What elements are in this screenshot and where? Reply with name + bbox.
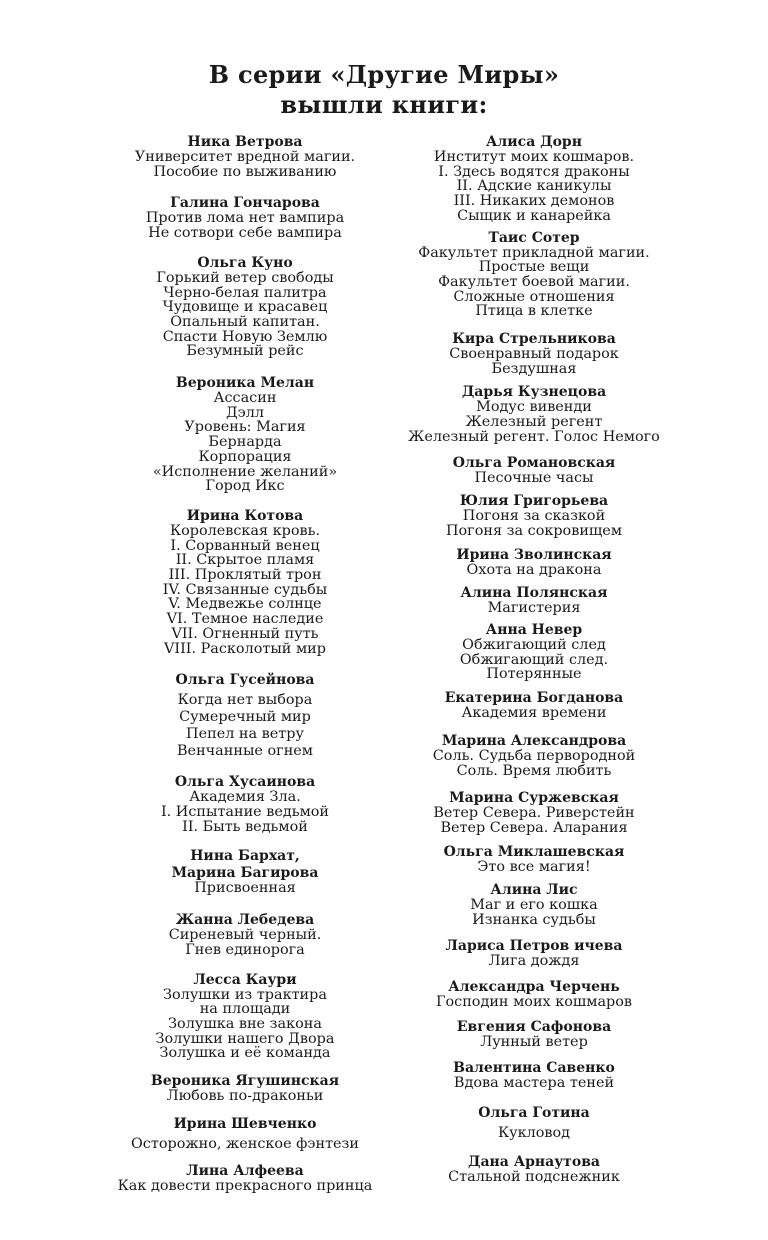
book-title: Лунный ветер [480, 1034, 588, 1051]
author-name: Валентина Савенко [453, 1059, 615, 1076]
book-title: Соль. Судьба первородной [432, 747, 636, 764]
book-title: Институт моих кошмаров. [433, 149, 635, 165]
book-title: III. Проклятый трон [168, 567, 322, 584]
book-title: Золушки нашего Двора [155, 1030, 335, 1047]
author-name: Анна Невер [485, 622, 583, 639]
book-title: Бездушная [491, 360, 577, 377]
author-name: Вероника Ягушинская [150, 1073, 340, 1090]
book-entry [364, 382, 704, 444]
book-entry [364, 936, 704, 969]
author-name: Ирина Котова [186, 507, 304, 524]
author-name: Таис Сотер [488, 229, 580, 246]
book-title: Осторожно, женское фэнтези [131, 1135, 359, 1152]
book-title: Пепел на ветру [186, 726, 304, 743]
book-title: Дэлл [225, 404, 265, 421]
book-title: Обжигающий след. [459, 651, 609, 668]
book-entry [364, 1152, 704, 1185]
book-title: Сиреневый черный. [168, 927, 322, 944]
book-title: Лига дождя [488, 952, 580, 969]
author-name: Марина Багирова [171, 865, 319, 882]
author-name: Ирина Зволинская [456, 546, 612, 563]
book-entry [364, 1103, 704, 1142]
book-title: VII. Огненный путь [171, 625, 319, 642]
book-title: Сложные отношения [453, 288, 615, 305]
book-entry [364, 228, 704, 320]
author-name: Ирина Шевченко [173, 1115, 317, 1132]
book-title: V. Медвежье солнце [168, 596, 322, 613]
author-name: Лесса Каури [193, 971, 297, 988]
author-name: Алина Лис [490, 882, 578, 899]
author-name: Лина Алфеева [186, 1162, 304, 1179]
book-title: Факультет прикладной магии. [418, 244, 650, 261]
book-title: Присвоенная [194, 880, 296, 897]
book-title: Спасти Новую Землю [162, 328, 328, 345]
author-name: Евгения Сафонова [456, 1019, 612, 1036]
book-title: Безумный рейс [186, 343, 304, 360]
book-title: Своенравный подарок [449, 346, 619, 363]
book-entry [364, 1017, 704, 1050]
book-title: Простые вещи [478, 259, 590, 276]
book-title: Модус вивенди [476, 399, 592, 416]
book-entry [364, 329, 704, 376]
book-title: Ветер Севера. Аларания [440, 819, 628, 836]
book-title: Бернарда [208, 434, 282, 451]
book-title: Академия Зла. [189, 789, 301, 806]
book-title: I. Сорванный венец [170, 537, 320, 554]
book-title: Это все магия! [477, 858, 591, 875]
book-title: VI. Темное наследие [166, 611, 324, 628]
book-title: Корпорация [198, 448, 292, 465]
book-title: Кукловод [497, 1124, 571, 1141]
author-name: Дарья Кузнецова [461, 384, 607, 401]
book-title: на площади [199, 1001, 291, 1018]
book-title: Погоня за сказкой [462, 508, 606, 525]
book-title: Когда нет выбора [177, 692, 313, 709]
page-title [0, 60, 768, 120]
book-title: Королевская кровь. [169, 522, 321, 539]
book-title: Магистерия [487, 600, 581, 617]
book-title: VIII. Расколотый мир [164, 640, 326, 657]
book-title: Золушка вне закона [168, 1015, 322, 1032]
book-entry [364, 583, 704, 616]
book-entry [364, 842, 704, 875]
book-title: Изнанка судьбы [472, 912, 596, 929]
page-title-line-2: вышли книги: [280, 90, 488, 119]
book-title: Маг и его кошка [470, 897, 598, 914]
book-title: Университет вредной магии. [134, 149, 356, 165]
book-title: Сыщик и канарейка [457, 207, 611, 224]
book-title: Железный регент [465, 414, 603, 431]
author-name: Ника Ветрова [187, 134, 303, 150]
book-title: Вдова мастера теней [453, 1074, 615, 1091]
book-title: Погоня за сокровищем [445, 522, 623, 539]
book-title: Факультет боевой магии. [438, 273, 630, 290]
author-name: Марина Александрова [441, 732, 627, 749]
book-title: Соль. Время любить [456, 762, 612, 779]
book-title: Любовь по-драконьи [166, 1088, 324, 1105]
author-name: Екатерина Богданова [444, 690, 624, 707]
author-name: Жанна Лебедева [175, 912, 315, 929]
book-entry [364, 545, 704, 578]
book-title: III. Никаких демонов [453, 193, 615, 210]
book-title: Ветер Севера. Риверстейн [433, 805, 635, 822]
author-name: Ольга Романовская [452, 454, 616, 471]
author-name: Лариса Петров ичева [445, 937, 623, 954]
book-title: «Исполнение желаний» [152, 463, 338, 480]
book-title: Сумеречный мир [179, 709, 311, 726]
book-title: Господин моих кошмаров [435, 993, 633, 1010]
right-book-column [364, 132, 704, 1184]
book-entry [364, 731, 704, 778]
book-title: Пособие по выживанию [153, 163, 337, 180]
book-entry [364, 688, 704, 721]
book-title: II. Скрытое пламя [175, 552, 315, 569]
book-title: Не сотвори себе вампира [148, 225, 342, 242]
book-entry [364, 880, 704, 927]
author-name: Кира Стрельникова [452, 331, 616, 348]
book-title: Птица в клетке [475, 303, 593, 320]
book-title: Стальной подснежник [448, 1168, 620, 1185]
author-name: Ольга Куно [197, 254, 293, 271]
book-title: I. Испытание ведьмой [160, 803, 330, 820]
author-name: Алиса Дорн [486, 134, 582, 150]
book-title: Венчанные огнем [176, 743, 313, 760]
book-entry [364, 132, 704, 224]
book-title: Золушки из трактира [163, 986, 327, 1003]
author-name: Ольга Гусейнова [175, 672, 315, 689]
book-entry [364, 491, 704, 538]
author-name: Нина Бархат, [190, 848, 300, 865]
book-title: Против лома нет вампира [145, 210, 345, 227]
book-title: Опальный капитан. [170, 313, 320, 330]
book-title: Обжигающий след [462, 637, 606, 654]
book-title: Ассасин [213, 390, 277, 407]
book-entry [364, 620, 704, 682]
author-name: Галина Гончарова [170, 195, 320, 212]
author-name: Вероника Мелан [175, 375, 315, 392]
book-entry [364, 453, 704, 486]
book-title: Песочные часы [474, 469, 594, 486]
book-title: Как довести прекрасного принца [117, 1177, 373, 1194]
book-title: Железный регент. Голос Немого [408, 428, 660, 445]
author-name: Дана Арнаутова [468, 1153, 600, 1170]
book-entry [364, 977, 704, 1010]
book-title: Чудовище и красавец [162, 299, 328, 316]
book-title: Черно-белая палитра [163, 284, 327, 301]
book-title: Гнев единорога [185, 941, 305, 958]
book-title: Город Икс [205, 478, 285, 495]
book-title: Уровень: Магия [184, 419, 306, 436]
author-name: Юлия Григорьева [459, 493, 609, 510]
book-entry [364, 1058, 704, 1091]
author-name: Ольга Миклашевская [443, 843, 625, 860]
book-title: Потерянные [486, 666, 582, 683]
book-title: Охота на дракона [466, 561, 602, 578]
author-name: Марина Суржевская [449, 790, 619, 807]
author-name: Александра Черчень [448, 978, 620, 995]
author-name: Ольга Хусаинова [174, 774, 316, 791]
book-entry [364, 788, 704, 835]
book-title: I. Здесь водятся драконы [438, 163, 630, 180]
book-title: II. Адские каникулы [456, 178, 612, 195]
book-title: IV. Связанные судьбы [162, 581, 328, 598]
book-title: II. Быть ведьмой [182, 818, 308, 835]
book-title: Академия времени [461, 705, 607, 722]
page-title-line-1: В серии «Другие Миры» [208, 60, 560, 89]
author-name: Алина Полянская [460, 585, 608, 602]
book-title: Горький ветер свободы [156, 269, 334, 286]
author-name: Ольга Готина [478, 1104, 590, 1121]
book-title: Золушка и её команда [159, 1045, 331, 1062]
